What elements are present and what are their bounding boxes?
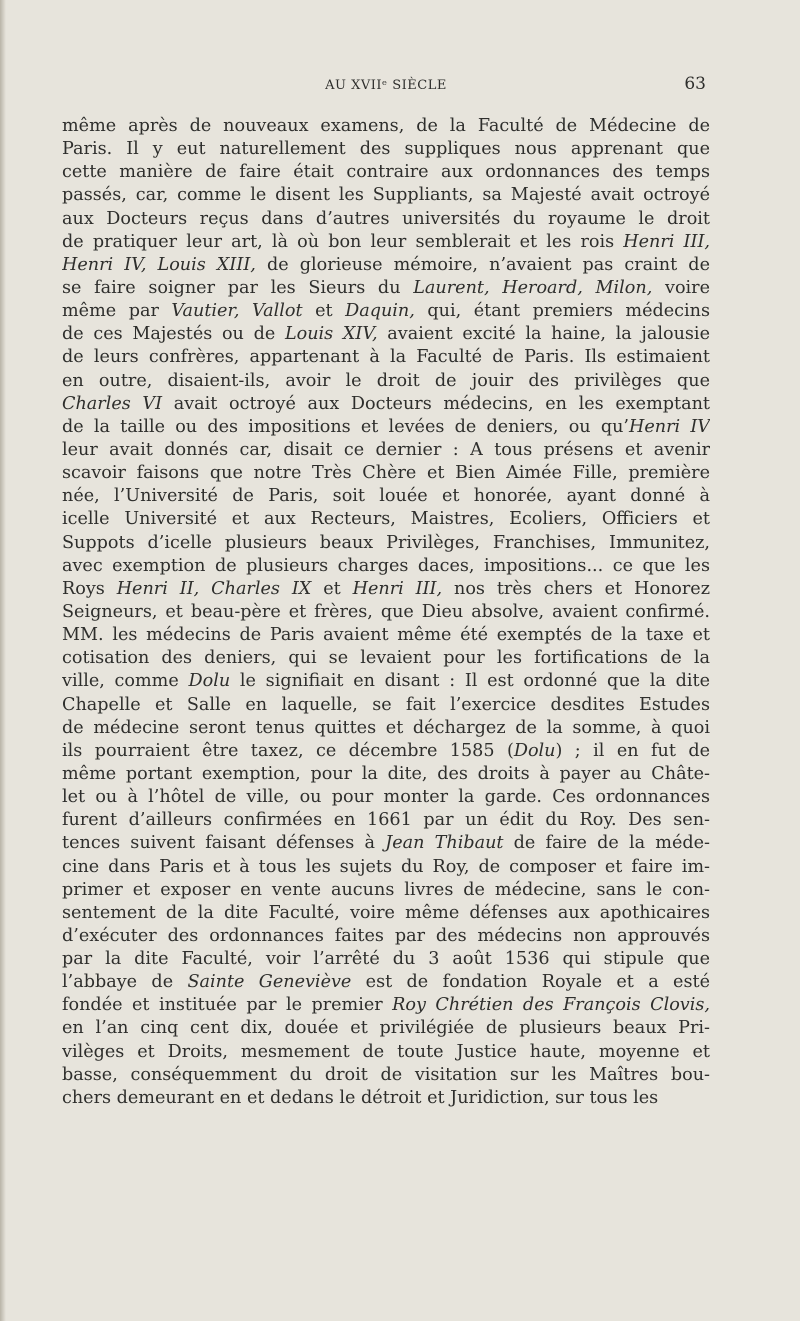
text-line: vilèges et Droits, mesmement de toute Justice haute, moyenne et xyxy=(62,1041,710,1062)
text-line: Paris. Il y eut naturellement des suppliques nous apprenant que xyxy=(62,139,710,160)
text-line: scavoir faisons que notre Très Chère et Bien Aimée Fille, première xyxy=(62,463,710,484)
text-line: Seigneurs, et beau-père et frères, que Dieu absolve, avaient confirmé. xyxy=(62,601,710,622)
body-paragraph xyxy=(62,115,710,1110)
text-line: fondée et instituée par le premier Roy Chrétien des François Clovis, xyxy=(62,995,710,1016)
text-line: let ou à l’hôtel de ville, ou pour monter la garde. Ces ordonnances xyxy=(62,787,710,808)
text-line: basse, conséquemment du droit de visitation sur les Maîtres bou- xyxy=(62,1064,710,1085)
text-line: même portant exemption, pour la dite, des droits à payer au Châte- xyxy=(62,763,710,784)
text-line: l’abbaye de Sainte Geneviève est de fondation Royale et a esté xyxy=(62,972,710,993)
text-line: d’exécuter des ordonnances faites par des médecins non approuvés xyxy=(62,925,710,946)
text-line: aux Docteurs reçus dans d’autres universités du royaume le droit xyxy=(62,208,710,229)
text-line: Charles VI avait octroyé aux Docteurs médecins, en les exemptant xyxy=(62,393,710,414)
text-line: née, l’Université de Paris, soit louée et honorée, ayant donné à xyxy=(62,486,710,507)
text-line: cine dans Paris et à tous les sujets du Roy, de composer et faire im- xyxy=(62,856,710,877)
text-line: en l’an cinq cent dix, douée et privilégiée de plusieurs beaux Pri- xyxy=(62,1018,710,1039)
text-line: ils pourraient être taxez, ce décembre 1585 (Dolu) ; il en fut de xyxy=(62,740,710,761)
text-line: même par Vautier, Vallot et Daquin, qui, étant premiers médecins xyxy=(62,301,710,322)
text-line: leur avait donnés car, disait ce dernier : A tous présens et avenir xyxy=(62,439,710,460)
text-line: en outre, disaient-ils, avoir le droit de jouir des privilèges que xyxy=(62,370,710,391)
text-line: même après de nouveaux examens, de la Faculté de Médecine de xyxy=(62,116,710,136)
page-header xyxy=(62,74,710,98)
text-line: se faire soigner par les Sieurs du Laurent, Heroard, Milon, voire xyxy=(62,277,710,298)
running-title: AU XVIIᵉ SIÈCLE xyxy=(325,78,447,93)
page-edge-shadow xyxy=(0,0,6,1321)
text-line: de leurs confrères, appartenant à la Faculté de Paris. Ils estimaient xyxy=(62,347,710,368)
text-line: par la dite Faculté, voir l’arrêté du 3 août 1536 qui stipule que xyxy=(62,949,710,970)
text-line: Suppots d’icelle plusieurs beaux Privilèges, Franchises, Immunitez, xyxy=(62,532,710,553)
text-line: MM. les médecins de Paris avaient même été exemptés de la taxe et xyxy=(62,625,710,646)
text-line: passés, car, comme le disent les Suppliants, sa Majesté avait octroyé xyxy=(62,185,710,206)
text-line: cette manière de faire était contraire aux ordonnances des temps xyxy=(62,162,710,183)
text-line: tences suivent faisant défenses à Jean Thibaut de faire de la méde- xyxy=(62,833,710,854)
text-line: Henri IV, Louis XIII, de glorieuse mémoire, n’avaient pas craint de xyxy=(62,254,710,275)
text-line: de la taille ou des impositions et levées de deniers, ou qu’Henri IV xyxy=(62,416,710,437)
text-line: primer et exposer en vente aucuns livres de médecine, sans le con- xyxy=(62,879,710,900)
text-line: chers demeurant en et dedans le détroit et Juridiction, sur tous les xyxy=(62,1087,659,1108)
text-line: Roys Henri II, Charles IX et Henri III, nos très chers et Honorez xyxy=(62,578,710,599)
text-line: de pratiquer leur art, là où bon leur semblerait et les rois Henri III, xyxy=(62,231,710,252)
text-line: de médecine seront tenus quittes et déchargez de la somme, à quoi xyxy=(62,717,710,738)
text-line: icelle Université et aux Recteurs, Maistres, Ecoliers, Officiers et xyxy=(62,509,710,530)
text-line: sentement de la dite Faculté, voire même défenses aux apothicaires xyxy=(62,902,710,923)
text-line: ville, comme Dolu le signifiait en disant : Il est ordonné que la dite xyxy=(62,671,710,692)
text-line: cotisation des deniers, qui se levaient pour les fortifications de la xyxy=(62,648,710,669)
text-line: avec exemption de plusieurs charges daces, impositions... ce que les xyxy=(62,555,710,576)
page-number: 63 xyxy=(684,74,706,94)
text-line: furent d’ailleurs confirmées en 1661 par un édit du Roy. Des sen- xyxy=(62,810,710,831)
text-line: Chapelle et Salle en laquelle, se fait l’exercice desdites Estudes xyxy=(62,694,710,715)
text-line: de ces Majestés ou de Louis XIV, avaient excité la haine, la jalousie xyxy=(62,324,710,345)
